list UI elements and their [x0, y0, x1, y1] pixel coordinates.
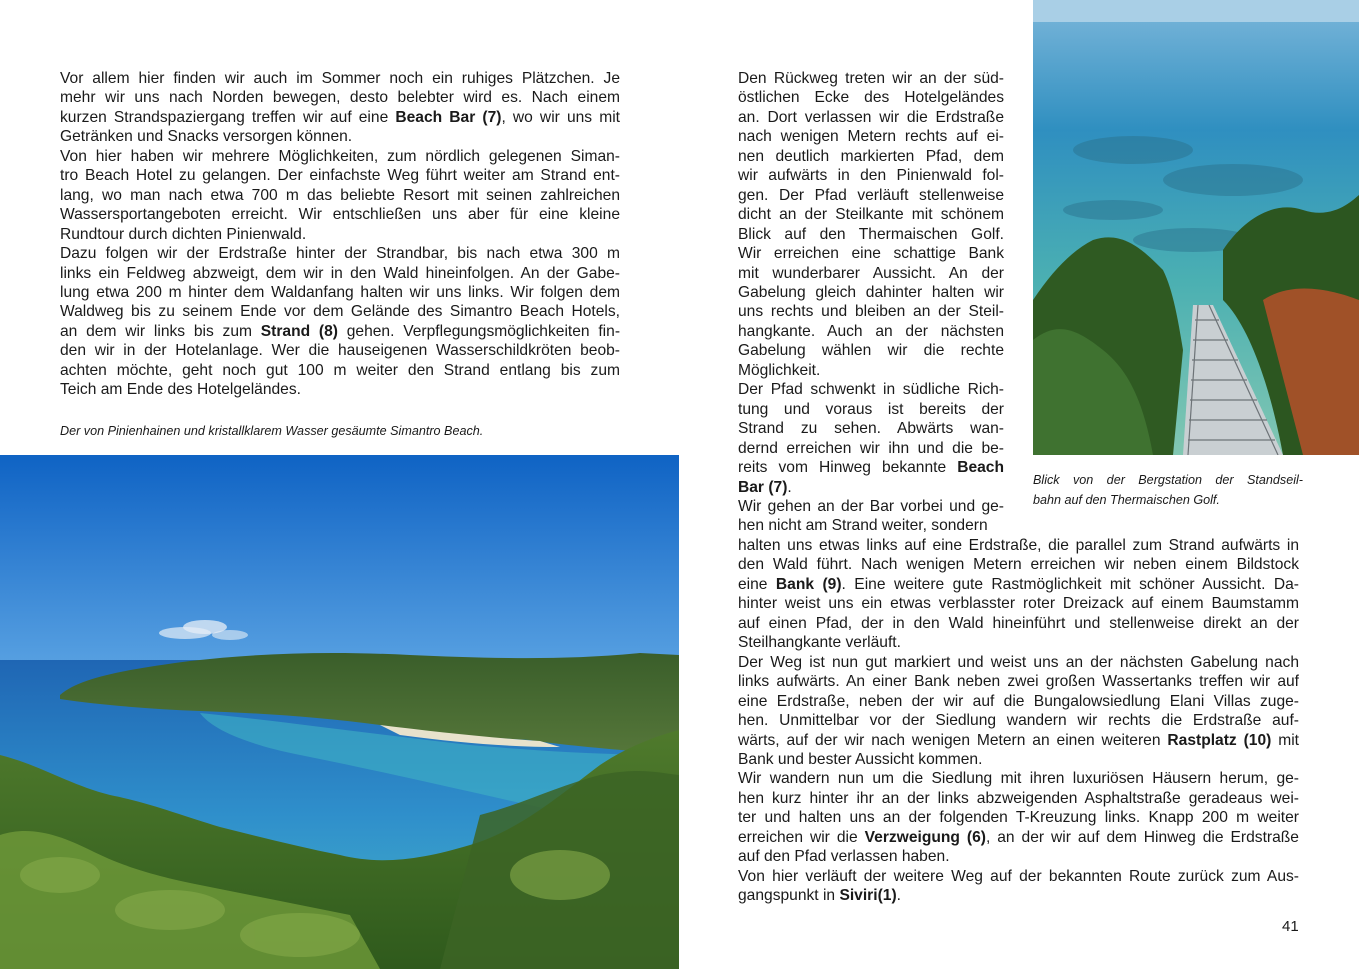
- text-line: [738, 361, 1004, 380]
- paragraph: [738, 769, 1299, 866]
- funicular-image: [1033, 0, 1359, 455]
- text-segment: uns rechts und bleiben an der Steil-: [738, 303, 1004, 321]
- text-segment: hangkante. Auch an der nächsten: [738, 322, 1004, 340]
- text-line: [60, 147, 620, 166]
- text-segment: Wassersportangeboten erreicht. Wir entschließen uns aber für eine kleine: [60, 206, 620, 224]
- text-segment: mit: [1271, 731, 1299, 749]
- text-segment: mehr wir uns nach Norden bewegen, desto belebter wird es. Nach einem: [60, 89, 620, 107]
- paragraph: [60, 147, 620, 244]
- text-segment: Wir erreichen eine schattige Bank: [738, 245, 1004, 263]
- text-segment: lang, wo man nach etwa 700 m das beliebte Resort mit seinen zahlreichen: [60, 186, 620, 204]
- text-segment: den wir in der Hotelanlage. Wer die hauseigenen Wasserschildkröten beob-: [60, 342, 620, 360]
- text-segment: Der Pfad schwenkt in südliche Rich-: [738, 381, 1004, 399]
- text-segment: Dazu folgen wir der Erdstraße hinter der Strandbar, bis nach etwa 300 m: [60, 245, 620, 263]
- text-segment: Bank und bester Aussicht kommen.: [738, 750, 983, 768]
- text-line: [738, 478, 1004, 497]
- text-line: [60, 322, 620, 341]
- text-line: [738, 69, 1004, 88]
- text-line: [60, 166, 620, 185]
- text-segment: , an der wir auf dem Hinweg die Erdstraße: [985, 828, 1299, 846]
- text-line: [738, 633, 1299, 652]
- text-segment: eine: [738, 575, 776, 593]
- text-segment: hen kurz hinter ihr an der links abzweigenden Asphaltstraße geradeaus wei-: [738, 789, 1299, 807]
- text-line: [738, 108, 1004, 127]
- text-segment: hen. Unmittelbar vor der Siedlung wandern wir rechts die Erdstraße auf-: [738, 712, 1299, 730]
- text-segment: links ein Feldweg abzweigt, dem wir in den Wald hineinfolgen. An der Gabe-: [60, 264, 620, 282]
- text-line: [738, 186, 1004, 205]
- text-segment: Rundtour durch dichten Pinienwald.: [60, 225, 307, 243]
- text-segment: Von hier haben wir mehrere Möglichkeiten, zum nördlich gelegenen Siman-: [60, 147, 620, 165]
- text-segment: Gabelung gleich dahinter halten wir: [738, 283, 1004, 301]
- right-photo-caption: [1033, 470, 1303, 510]
- text-segment: auf den Pfad verlassen haben.: [738, 848, 950, 866]
- waypoint-label: Siviri(1): [839, 887, 897, 905]
- waypoint-label: Beach Bar (7): [395, 108, 502, 126]
- text-line: [738, 769, 1299, 788]
- text-line: [738, 672, 1299, 691]
- text-segment: hinter weist uns ein etwas verblasster roter Dreizack auf einem Baumstamm: [738, 595, 1299, 613]
- text-line: [738, 283, 1004, 302]
- text-line: [738, 536, 1299, 555]
- text-segment: hen nicht am Strand weiter, sondern: [738, 517, 988, 535]
- text-line: [738, 614, 1299, 633]
- text-segment: .: [787, 478, 792, 496]
- text-segment: Der Weg ist nun gut markiert und weist uns an der nächsten Gabelung nach: [738, 653, 1299, 671]
- waypoint-label: Beach: [957, 459, 1004, 477]
- text-line: [738, 594, 1299, 613]
- text-line: [738, 225, 1004, 244]
- text-line: [738, 264, 1004, 283]
- text-segment: dernd erreichen wir ihn und die be-: [738, 439, 1004, 457]
- text-segment: an dem wir links bis zum: [60, 322, 261, 340]
- text-segment: Gabelung wählen wir die rechte: [738, 342, 1004, 360]
- text-line: [60, 69, 620, 88]
- text-segment: achten möchte, geht noch gut 100 m weiter den Strand entlang bis zum: [60, 361, 620, 379]
- paragraph: [60, 69, 620, 147]
- text-line: [738, 731, 1299, 750]
- waypoint-label: Rastplatz (10): [1167, 731, 1272, 749]
- text-segment: auf einen Pfad, der in den Wald hineinführt und stellenweise direkt an der: [738, 614, 1299, 632]
- simantro-beach-photo: [0, 455, 679, 969]
- page-number: 41: [1282, 918, 1299, 935]
- text-line: [738, 88, 1004, 107]
- text-segment: mit wunderbarer Aussicht. An der: [738, 264, 1004, 282]
- text-line: [60, 205, 620, 224]
- text-segment: nach wenigen Metern rechts auf ei-: [738, 128, 1004, 146]
- text-line: [60, 361, 620, 380]
- text-segment: östlichen Ecke des Hotelgeländes: [738, 89, 1004, 107]
- text-segment: wir aufwärts in den Pinienwald fol-: [738, 167, 1004, 185]
- text-segment: tro Beach Hotel zu gelangen. Der einfachste Weg führt weiter am Strand ent-: [60, 167, 620, 185]
- text-line: [738, 847, 1299, 866]
- text-line: [738, 828, 1299, 847]
- text-segment: Blick auf den Thermaischen Golf.: [738, 225, 1004, 243]
- text-segment: Von hier verläuft der weitere Weg auf der bekannten Route zurück zum Aus-: [738, 867, 1299, 885]
- text-line: [60, 302, 620, 321]
- text-line: [738, 302, 1004, 321]
- text-line: [738, 400, 1004, 419]
- text-line: [60, 127, 620, 146]
- text-line: [738, 867, 1299, 886]
- text-segment: . Eine weitere gute Rastmöglichkeit mit schöner Aussicht. Da-: [841, 575, 1299, 593]
- text-segment: reits vom Hinweg bekannte: [738, 459, 958, 477]
- text-line: [738, 516, 1004, 535]
- text-line: [60, 186, 620, 205]
- text-segment: erreichen wir die: [738, 828, 865, 846]
- text-segment: Den Rückweg treten wir an der süd-: [738, 70, 1004, 87]
- right-narrow-column-text: [738, 69, 1004, 536]
- text-line: [60, 283, 620, 302]
- paragraph: [738, 867, 1299, 906]
- text-segment: Waldweg bis zu seinem Ende vor dem Gelände des Simantro Beach Hotels,: [60, 303, 620, 321]
- waypoint-label: Strand (8): [260, 322, 338, 340]
- paragraph: [738, 69, 1004, 380]
- text-line: [60, 264, 620, 283]
- text-segment: nen deutlich markierten Pfad, dem: [738, 147, 1004, 165]
- text-segment: halten uns etwas links auf eine Erdstraße, die parallel zum Strand aufwärts in: [738, 537, 1299, 554]
- text-line: [738, 789, 1299, 808]
- paragraph: [738, 536, 1299, 653]
- text-line: [738, 205, 1004, 224]
- paragraph: [738, 653, 1299, 770]
- text-line: [738, 458, 1004, 477]
- text-segment: Getränken und Snacks versorgen können.: [60, 128, 353, 146]
- text-segment: an. Dort verlassen wir die Erdstraße: [738, 108, 1004, 126]
- text-line: [738, 147, 1004, 166]
- text-line: [738, 341, 1004, 360]
- text-line: [738, 127, 1004, 146]
- paragraph: [60, 244, 620, 400]
- text-segment: links aufwärts. An einer Bank neben zwei großen Wassertanks treffen wir auf: [738, 673, 1299, 691]
- text-segment: tung und voraus ist bereits der: [738, 400, 1004, 418]
- text-segment: Steilhangkante verläuft.: [738, 634, 901, 652]
- text-line: [60, 380, 620, 399]
- right-caption-line: Blick von der Bergstation der Standseil-: [1033, 473, 1303, 487]
- text-line: [738, 380, 1004, 399]
- paragraph: [738, 497, 1004, 536]
- text-segment: Wir gehen an der Bar vorbei und ge-: [738, 497, 1004, 515]
- text-line: [738, 692, 1299, 711]
- text-segment: gehen. Verpflegungsmöglichkeiten fin-: [337, 322, 621, 340]
- text-segment: ter und halten uns an der folgenden T-Kreuzung links. Knapp 200 m weiter: [738, 809, 1299, 827]
- text-segment: Wir wandern nun um die Siedlung mit ihren luxuriösen Häusern herum, ge-: [738, 770, 1299, 788]
- waypoint-label: Bar (7): [738, 478, 788, 496]
- text-line: [738, 555, 1299, 574]
- text-line: [738, 808, 1299, 827]
- text-line: [738, 497, 1004, 516]
- text-segment: Möglichkeit.: [738, 361, 821, 379]
- text-line: [738, 886, 1299, 905]
- text-segment: kurzen Strandspaziergang treffen wir auf eine: [60, 108, 396, 126]
- text-segment: Strand zu sehen. Abwärts wan-: [738, 420, 1004, 438]
- text-segment: Vor allem hier finden wir auch im Sommer noch ein ruhiges Plätzchen. Je: [60, 70, 620, 87]
- text-segment: gen. Der Pfad verläuft stellenweise: [738, 186, 1004, 204]
- right-wide-column-text: [738, 536, 1299, 906]
- text-line: [738, 439, 1004, 458]
- text-line: [738, 711, 1299, 730]
- text-segment: , wo wir uns mit: [501, 108, 620, 126]
- text-segment: lung etwa 200 m hinter dem Waldanfang halten wir uns links. Wir folgen dem: [60, 283, 620, 301]
- text-segment: den Wald führt. Nach wenigen Metern erreichen wir neben einem Bildstock: [738, 556, 1299, 574]
- text-line: [738, 575, 1299, 594]
- text-line: [60, 225, 620, 244]
- left-photo-caption: Der von Pinienhainen und kristallklarem Wasser gesäumte Simantro Beach.: [60, 424, 484, 438]
- simantro-beach-image: [0, 455, 679, 969]
- text-line: [60, 88, 620, 107]
- text-segment: gangspunkt in: [738, 887, 840, 905]
- text-line: [738, 419, 1004, 438]
- text-line: [60, 244, 620, 263]
- paragraph: [738, 380, 1004, 497]
- funicular-photo: [1033, 0, 1359, 455]
- text-segment: dicht an der Steilkante mit schönem: [738, 206, 1004, 224]
- text-line: [738, 322, 1004, 341]
- text-line: [738, 653, 1299, 672]
- right-caption-line: bahn auf den Thermaischen Golf.: [1033, 493, 1220, 507]
- waypoint-label: Bank (9): [775, 575, 842, 593]
- left-column-text: [60, 69, 620, 400]
- text-line: [738, 166, 1004, 185]
- waypoint-label: Verzweigung (6): [864, 828, 986, 846]
- text-segment: Teich am Ende des Hotelgeländes.: [60, 381, 301, 399]
- text-line: [738, 244, 1004, 263]
- text-segment: .: [896, 887, 901, 905]
- text-segment: eine Erdstraße, neben der wir auf die Bungalowsiedlung Elani Villas zuge-: [738, 692, 1299, 710]
- text-segment: wärts, auf der wir nach wenigen Metern an einen weiteren: [738, 731, 1168, 749]
- text-line: [60, 108, 620, 127]
- text-line: [60, 341, 620, 360]
- text-line: [738, 750, 1299, 769]
